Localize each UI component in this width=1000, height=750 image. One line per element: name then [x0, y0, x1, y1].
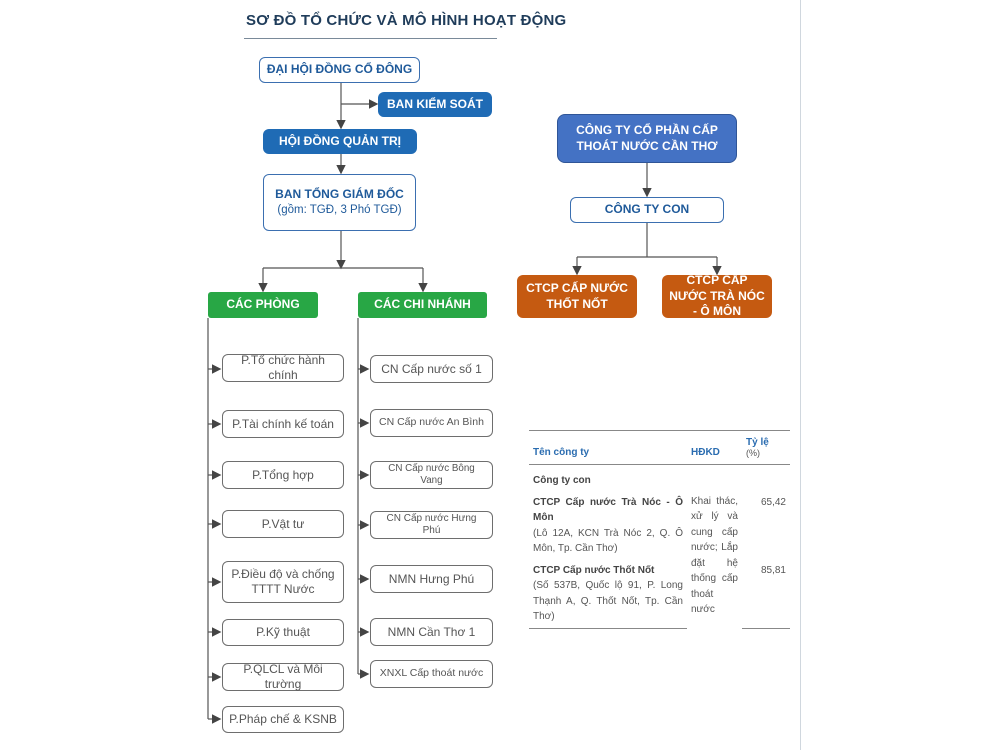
header-ratio-label: Tỷ lệ [746, 437, 769, 448]
chi-nhanh-item: CN Cấp nước An Bình [370, 409, 493, 437]
subsidiary-table [529, 430, 790, 629]
row-address: (Số 537B, Quốc lộ 91, P. Long Thạnh A, Q. Thốt Nốt, Tp. Cần Thơ) [533, 580, 683, 622]
header-ratio [742, 431, 790, 465]
phong-item: P.Tổ chức hành chính [222, 354, 344, 382]
box-parent-company: CÔNG TY CỔ PHẦN CẤP THOÁT NƯỚC CẦN THƠ [557, 114, 737, 163]
chi-nhanh-item: CN Cấp nước số 1 [370, 355, 493, 383]
box-ban-kiem-soat: BAN KIỂM SOÁT [378, 92, 492, 117]
phong-item: P.Pháp chế & KSNB [222, 706, 344, 733]
table-row [529, 492, 687, 560]
page-title: SƠ ĐỒ TỔ CHỨC VÀ MÔ HÌNH HOẠT ĐỘNG [246, 12, 567, 29]
chi-nhanh-item: XNXL Cấp thoát nước [370, 660, 493, 688]
business-description: Khai thác, xử lý và cung cấp nước; Lắp đặt hệ thống cấp thoát nước [691, 495, 738, 615]
chi-nhanh-item: CN Cấp nước Hưng Phú [370, 511, 493, 539]
header-business: HĐKD [687, 431, 742, 465]
chi-nhanh-item: CN Cấp nước Bông Vang [370, 461, 493, 489]
table-row [529, 560, 687, 629]
table-group-label: Công ty con [533, 475, 591, 486]
header-ratio-unit: (%) [746, 448, 760, 458]
row-company-name: CTCP Cấp nước Trà Nóc - Ô Môn [533, 496, 683, 523]
phong-item: P.Vật tư [222, 510, 344, 538]
box-ban-tong-giam-doc [263, 174, 416, 231]
btgd-title: BAN TỔNG GIÁM ĐỐC [275, 187, 404, 202]
chi-nhanh-item: NMN Hưng Phú [370, 565, 493, 593]
phong-item: P.QLCL và Môi trường [222, 663, 344, 691]
row-ratio: 65,42 [760, 496, 786, 508]
box-hoi-dong-quan-tri: HỘI ĐỒNG QUẢN TRỊ [263, 129, 417, 154]
row-company-name: CTCP Cấp nước Thốt Nốt [533, 564, 655, 576]
box-cong-ty-con: CÔNG TY CON [570, 197, 724, 223]
btgd-subtitle: (gồm: TGĐ, 3 Phó TGĐ) [277, 203, 402, 216]
phong-item: P.Điều độ và chống TTTT Nước [222, 561, 344, 603]
box-subsidiary-thot-not: CTCP CẤP NƯỚC THỐT NỐT [517, 275, 637, 318]
box-subsidiary-tra-noc: CTCP CẤP NƯỚC TRÀ NÓC - Ô MÔN [662, 275, 772, 318]
phong-item: P.Tổng hợp [222, 461, 344, 489]
box-dai-hoi-dong-co-dong: ĐẠI HỘI ĐỒNG CỔ ĐÔNG [259, 57, 420, 83]
row-address: (Lô 12A, KCN Trà Nóc 2, Q. Ô Môn, Tp. Cần Thơ) [533, 527, 683, 554]
chi-nhanh-item: NMN Cần Thơ 1 [370, 618, 493, 646]
header-company-name: Tên công ty [529, 431, 687, 465]
box-cac-chi-nhanh: CÁC CHI NHÁNH [358, 292, 487, 318]
box-cac-phong: CÁC PHÒNG [208, 292, 318, 318]
phong-item: P.Tài chính kế toán [222, 410, 344, 438]
phong-item: P.Kỹ thuật [222, 619, 344, 646]
row-ratio: 85,81 [742, 560, 790, 629]
